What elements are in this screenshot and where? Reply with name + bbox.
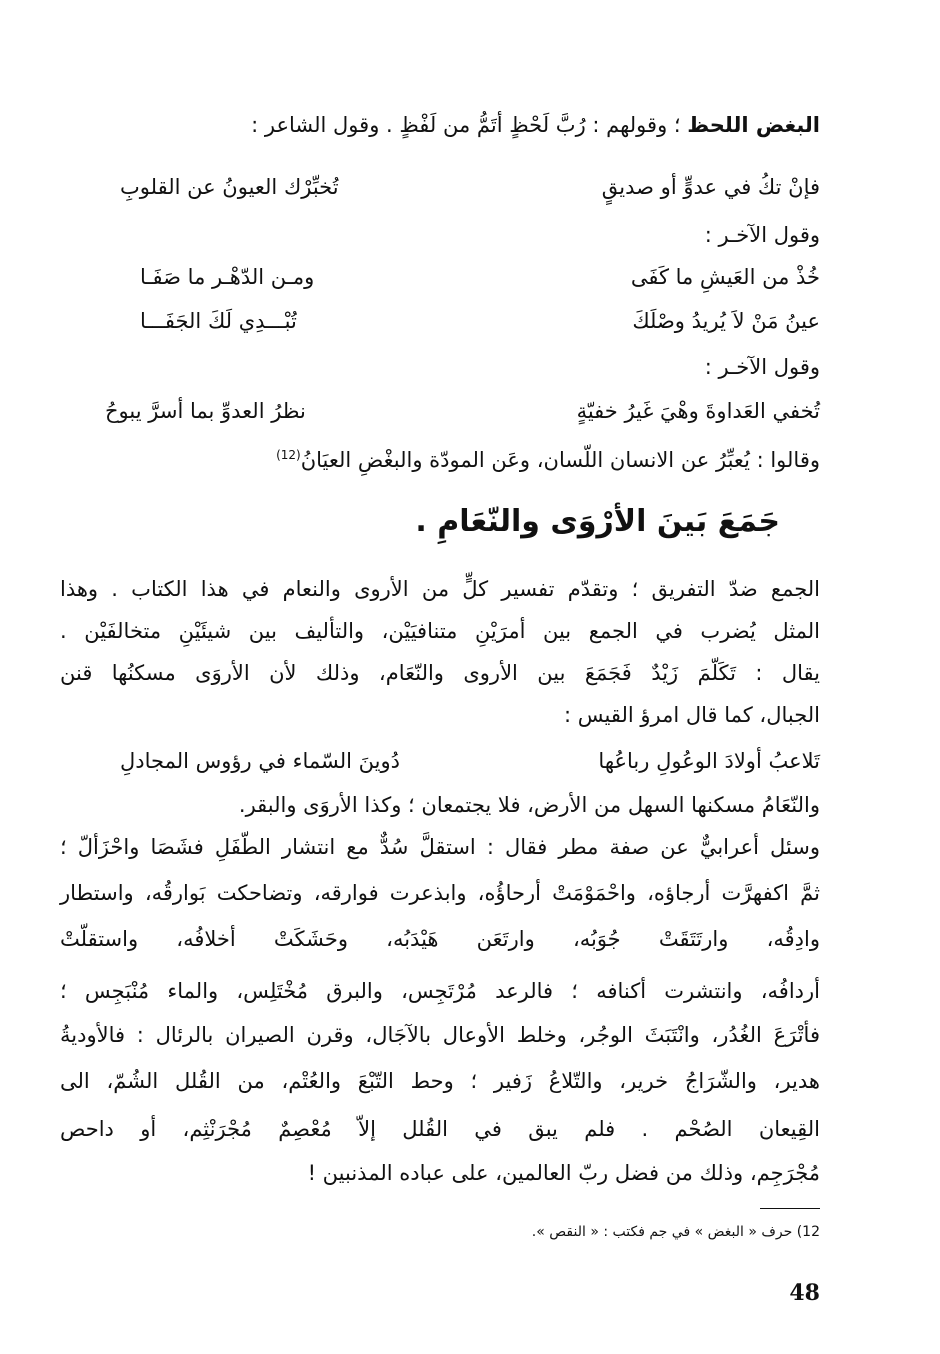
verse-1-first-hemistich: فإنْ تكُ في عدوٍّ أو صديقٍ (601, 175, 820, 199)
paragraph-2-line: القِيعان الصُحْم . فلم يبق في القُلل إلاّ مُعْصِمٌ مُجْرَنْثِم، أو داحص (60, 1117, 820, 1141)
paragraph-2-line: والنّعَامُ مسكنها السهل من الأرض، فلا يجتمعان ؛ وكذا الأروَى والبقر. (238, 793, 820, 817)
paragraph-2-line: فأتْرَعَ الغُدُر، وانْتَبَثَ الوجُر، وخلط الأوعال بالآجَال، وقرن الصيران بالرئال : فالأوديةُ (60, 1023, 820, 1047)
verse-4 (105, 396, 820, 426)
paragraph-1-line: الجبال، كما قال امرؤ القيس : (563, 703, 820, 727)
paragraph-1-line: المثل يُضرب في الجمع بين أمرَيْنِ متنافيَيْن، والتأليف بين شيئَيْنِ متخالفَيْن . (60, 619, 820, 643)
verse-2-second-hemistich: ومـن الدّهْـر ما صَفَـا (140, 265, 315, 289)
page-number: 48 (789, 1280, 820, 1306)
footnote: 12) حرف « البغض » في جم فكتب : « النقص ». (531, 1224, 820, 1240)
intro-bold-lead: البغض اللحظ (687, 113, 820, 137)
paragraph-2-line: مُجْرَجِم، وذلك من فضل ربّ العالمين، على عباده المذنبين ! (307, 1161, 820, 1185)
intro-rest: ؛ وقولهم : رُبَّ لَحْظٍ أتَمُّ من لَفْظٍ . وقول الشاعر : (251, 113, 688, 137)
saying-line (60, 440, 820, 475)
paragraph-2-line: هدير، والشّرَاجُ خرير، والتّلاعُ زَفير ؛ وحط التّبْعَ والعُتْم، من القُلل الشُمّ، الى (60, 1069, 820, 1093)
paragraph-1-line: يقال : تَكَلّمَ زَيْدٌ فَجَمَعَ بين الأروى والنّعَام، وذلك لأن الأروَى مسكنُها قنن (60, 661, 820, 685)
verse-1-second-hemistich: تُخبِّرْك العيونُ عن القلوبِ (120, 175, 339, 199)
paragraph-1-line: الجمع ضدّ التفريق ؛ وتقدّم تفسير كلٍّ من الأروى والنعام في هذا الكتاب . وهذا (60, 577, 820, 601)
verse-5 (120, 746, 820, 776)
verse-3-first-hemistich: عينُ مَنْ لاَ يُريدُ وصْلَكَ (632, 309, 820, 333)
paragraph-2-line: أردافُه، وانتشرت أكنافه ؛ فالرعد مُرْتَجِس، والبرق مُخْتَلِس، والماء مُنْبَجِس ؛ (60, 979, 820, 1003)
paragraph-2-line: ثمَّ اكفهرَّت أرجاؤه، واحْمَوْمَتْ أرحاؤُه، وابذعرت فوارقه، وتضاحكت بَوارقُه، واستطار (60, 881, 820, 905)
verse-5-first-hemistich: تَلاعبُ أولادَ الوعُولِ رباعُها (598, 749, 820, 773)
verse-5-second-hemistich: دُوينَ السّماء في رؤوس المجادلِ (120, 749, 400, 773)
quote-intro-1: وقول الآخـر : (704, 223, 820, 247)
verse-3-second-hemistich: تُبْـــدِي لَكَ الجَفَـــا (140, 309, 297, 333)
verse-2-first-hemistich: خُذْ من العَيشِ ما كَفَى (630, 265, 820, 289)
verse-4-second-hemistich: نظرُ العدوِّ بما أسرَّ يبوحُ (105, 399, 306, 423)
verse-4-first-hemistich: تُخفي العَداوةَ وهْيَ غَيرُ خفيّةٍ (576, 399, 820, 423)
verse-2 (140, 262, 820, 292)
paragraph-2-line: وادِقُه، وارتَتَقَتْ جُوَبُه، وارتَعَن هَيْدَبُه، وحَشَكَتْ أخلافُه، واستقلّتْ (60, 927, 820, 951)
section-heading: جَمَعَ بَينَ الأرْوَى والنّعَامِ . (415, 504, 780, 539)
intro-line (60, 110, 820, 140)
paragraph-2-line: وسئل أعرابيٌّ عن صفة مطر فقال : استقلَّ سُدٌّ مع انتشار الطّفَلِ فشَصَا واحْزَألّ ؛ (60, 835, 820, 859)
footnote-rule (760, 1208, 820, 1209)
verse-1 (120, 172, 820, 202)
quote-intro-2: وقول الآخـر : (704, 355, 820, 379)
book-page (60, 110, 820, 1330)
footnote-reference: (12) (276, 448, 301, 462)
verse-3 (140, 306, 820, 336)
saying-text: وقالوا : يُعبِّرُ عن الانسان اللّسان، وعَن المودّة والبغْضِ العيَانُ (300, 448, 820, 472)
